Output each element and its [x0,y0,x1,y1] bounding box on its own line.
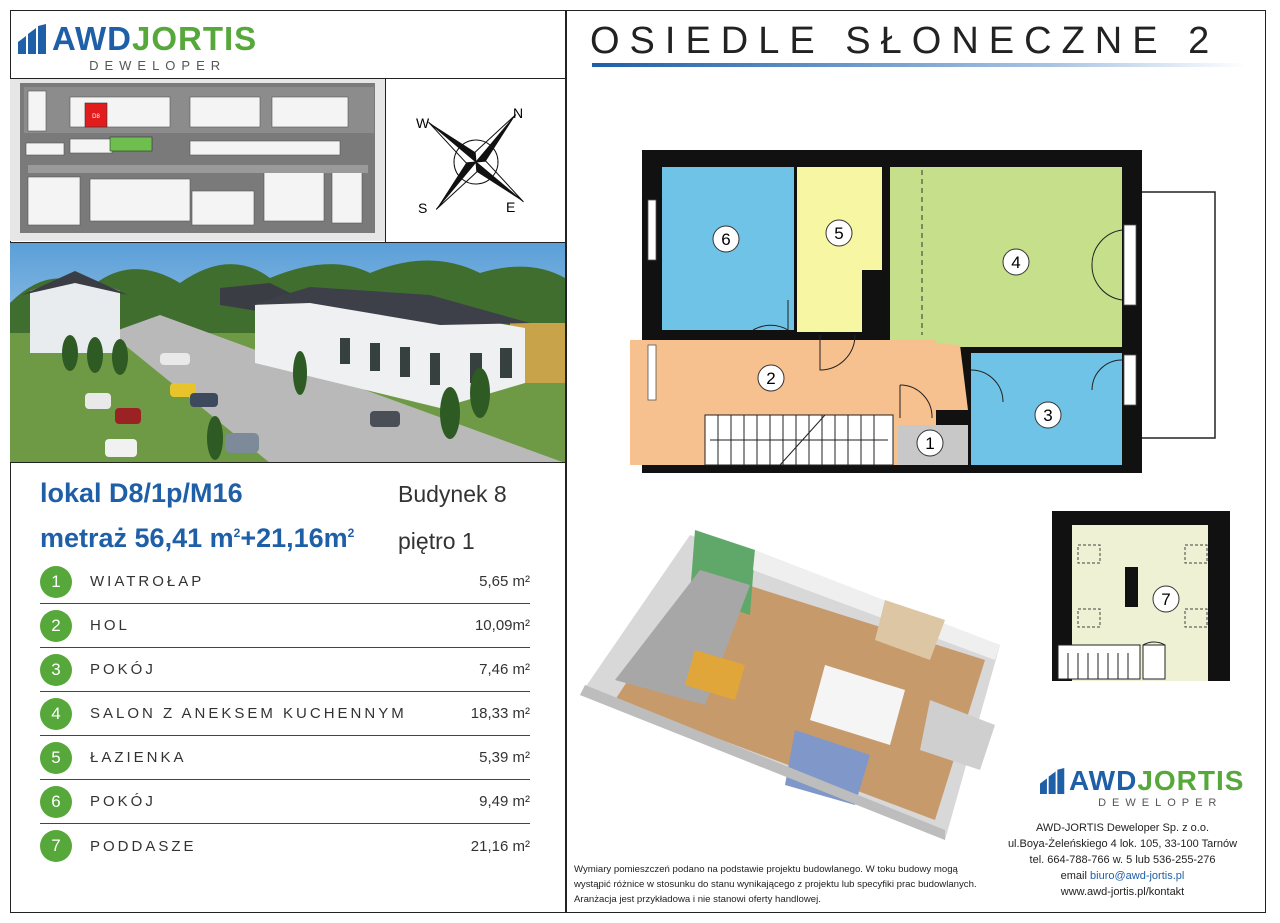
room-name: PODDASZE [90,837,197,855]
room-area: 18,33 m² [470,705,530,722]
list-item [40,824,530,868]
attic-plan [1040,505,1240,685]
floor-label: piętro 1 [398,528,475,554]
estate-rendering-image [10,243,565,463]
company-phone: tel. 664-788-766 w. 5 lub 536-255-276 [1029,854,1216,866]
site-plan-marker: D8 [92,114,100,120]
unit-title: lokal D8/1p/M16 [40,478,243,508]
room-number-badge: 7 [40,830,72,862]
list-item [40,780,530,824]
logo-name: AWDJORTIS [52,20,258,57]
logo-subtitle: DEWELOPER [1098,797,1223,809]
room-number-badge: 2 [40,610,72,642]
logo-top [18,20,257,73]
plan-label-4: 4 [1011,253,1021,272]
floor-plan [630,140,1230,480]
company-address: ul.Boya-Żeleńskiego 4 lok. 105, 33-100 Tarnów [1007,838,1238,850]
logo-icon [18,24,48,54]
company-email-line: email biuro@awd-jortis.pl [1060,870,1185,882]
compass [385,78,565,243]
room-number-badge: 6 [40,786,72,818]
room-name: ŁAZIENKA [90,749,187,766]
plan-label-3: 3 [1043,406,1053,425]
compass-rose-icon [386,78,564,240]
room-name: POKÓJ [90,793,156,810]
estate-rendering [10,243,565,463]
logo-bottom [1040,765,1244,809]
compass-w: W [416,115,430,131]
compass-e: E [506,199,516,215]
disclaimer: Wymiary pomieszczeń podano na podstawie projektu budowlanego. W toku budowy mogą wystąpić różnice w stosunku do stanu wynikającego z projektu lub specyfiki prac budowlanych. Aranżacja jest przykładowa i nie stanowi oferty handlowej. [574,864,977,905]
project-title: OSIEDLE SŁONECZNE 2 [590,20,1220,62]
company-name: AWD-JORTIS Deweloper Sp. z o.o. [1036,822,1209,834]
plan-label-5: 5 [834,224,844,243]
email-link[interactable]: biuro@awd-jortis.pl [1090,870,1185,882]
plan-label-2: 2 [766,369,776,388]
site-plan-map [10,79,385,241]
room-name: SALON Z ANEKSEM KUCHENNYM [90,705,407,722]
room-area: 21,16 m² [470,837,530,855]
floor-plan-drawing [630,140,1230,480]
room-list [40,560,530,868]
vertical-divider [565,10,567,913]
plan-label-7: 7 [1161,590,1171,609]
room-area: 10,09m² [474,617,530,634]
plan-label-1: 1 [925,434,935,453]
room-name: POKÓJ [90,661,156,678]
list-item [40,692,530,736]
compass-n: N [513,105,524,121]
list-item [40,648,530,692]
building-label: Budynek 8 [398,481,507,507]
room-area: 5,39 m² [479,749,530,766]
plan-label-6: 6 [721,230,731,249]
3d-floor-visualization [575,530,1015,840]
room-number-badge: 5 [40,742,72,774]
logo-subtitle: DEWELOPER [89,58,227,73]
room-area: 5,65 m² [479,573,530,590]
3d-visualization-image [575,530,1015,840]
title-underline [592,63,1248,67]
room-number-badge: 4 [40,698,72,730]
room-area: 9,49 m² [479,793,530,810]
list-item [40,560,530,604]
room-name: WIATROŁAP [90,573,205,590]
company-web[interactable]: www.awd-jortis.pl/kontakt [1060,886,1185,898]
room-area: 7,46 m² [479,661,530,678]
compass-s: S [418,200,428,216]
room-name: HOL [90,617,130,634]
logo-icon [1040,768,1066,794]
room-number-badge: 3 [40,654,72,686]
attic-plan-drawing [1040,505,1240,685]
unit-area: metraż 56,41 $m^2+21,16m^2$ [40,523,355,553]
room-number-badge: 1 [40,566,72,598]
logo-name: AWDJORTIS [1069,765,1245,796]
list-item [40,736,530,780]
list-item [40,604,530,648]
